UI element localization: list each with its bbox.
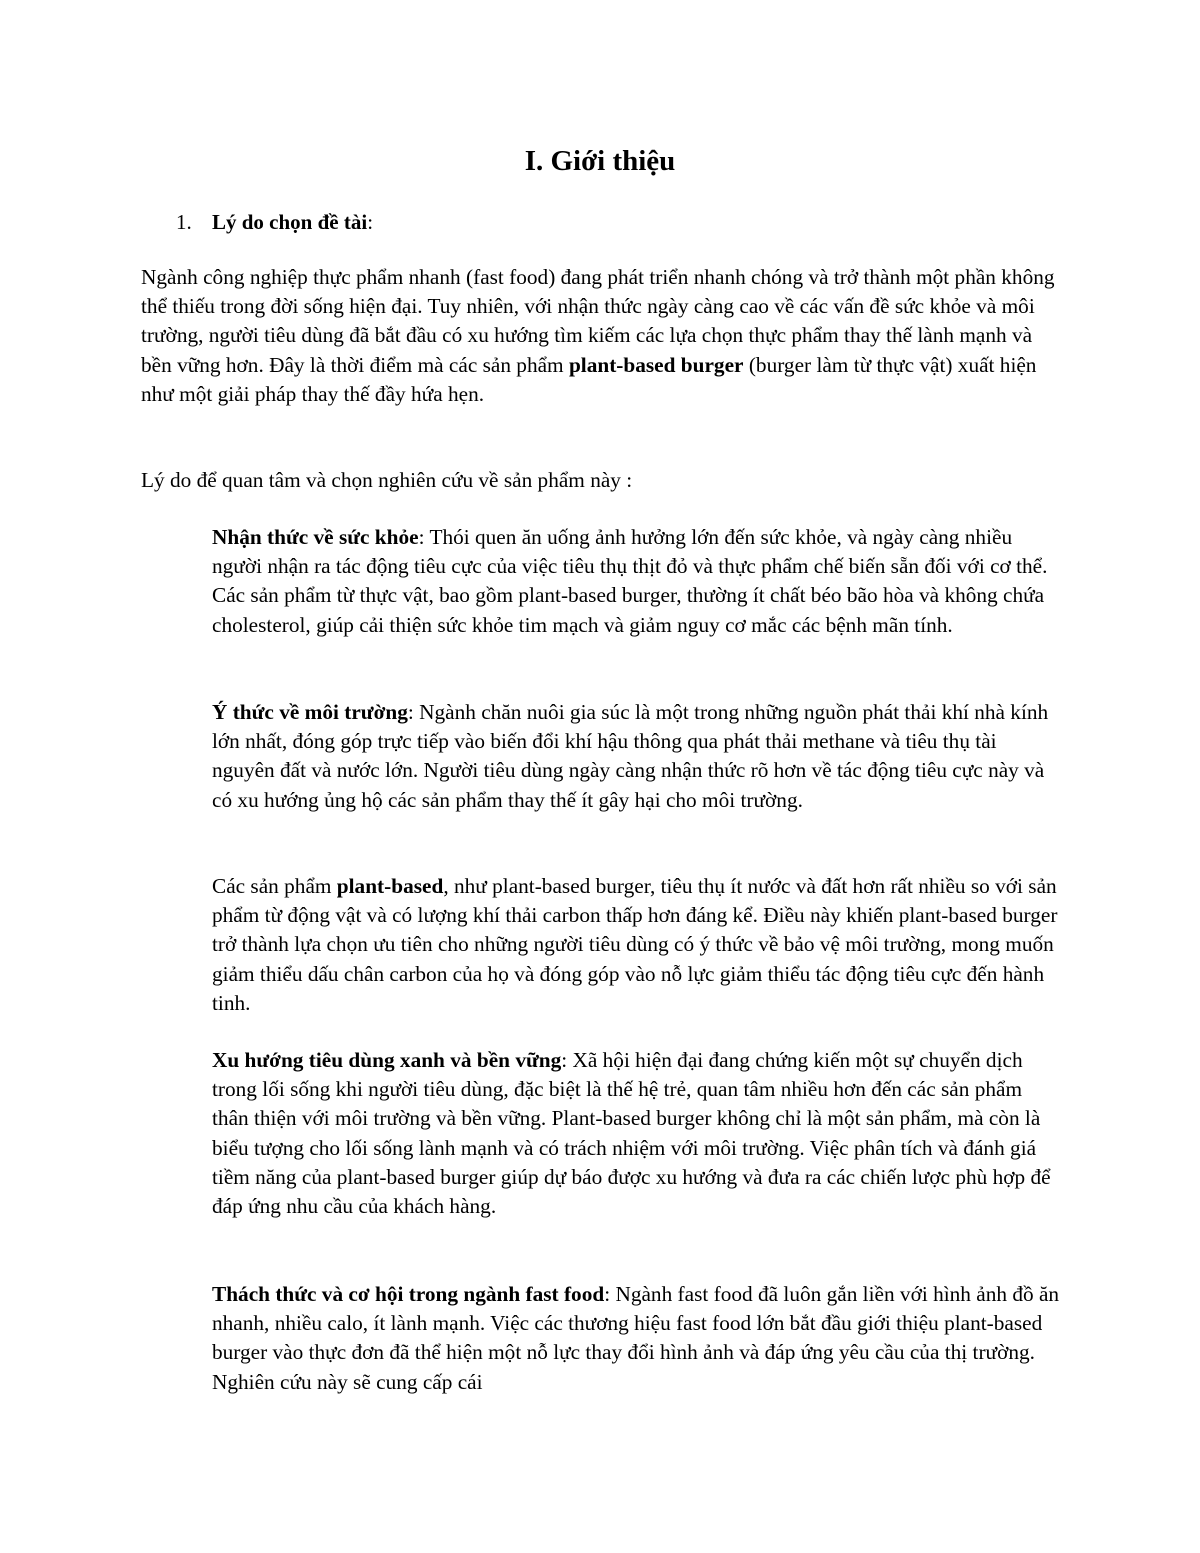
trend-heading: Xu hướng tiêu dùng xanh và bền vững	[212, 1048, 562, 1072]
intro-text-1: Ngành công nghiệp thực phẩm nhanh (fast food) đang phát triển nhanh chóng và trở thành một phần không thể thiếu trong đời sống hiện đại. Tuy nhiên, với nhận thức ngày càng cao về các vấn đề sức khỏe và môi trường, người tiêu dùng đã bắt đầu có xu hướng tìm kiếm các lựa chọn thực phẩm thay thế lành mạnh và bền vững hơn. Đây là thời điểm mà các sản phẩm	[141, 265, 1055, 377]
plant-based-prefix: Các sản phẩm	[212, 874, 337, 898]
section-heading-colon: :	[367, 210, 374, 234]
intro-bold-term: plant-based burger	[568, 352, 744, 377]
health-heading: Nhận thức về sức khỏe	[212, 525, 419, 549]
environment-text: : Ngành chăn nuôi gia súc là một trong những nguồn phát thải khí nhà kính lớn nhất, đóng góp trực tiếp vào biến đổi khí hậu thông qua phát thải methane và tiêu thụ tài nguyên đất và nước lớn. Người tiêu dùng ngày càng nhận thức rõ hơn về tác động tiêu cực này và có xu hướng ủng hộ các sản phẩm thay thế ít gây hại cho môi trường.	[212, 700, 1049, 812]
environment-heading: Ý thức về môi trường	[212, 700, 408, 724]
page-title: I. Giới thiệu	[524, 145, 676, 177]
section-number: 1.	[176, 210, 192, 234]
section-heading-label: Lý do chọn đề tài	[212, 210, 368, 234]
health-paragraph	[212, 523, 1062, 640]
section-heading	[176, 208, 373, 237]
plant-based-bold-term: plant-based	[336, 874, 444, 898]
challenge-text: : Ngành fast food đã luôn gắn liền với hình ảnh đồ ăn nhanh, nhiều calo, ít lành mạnh. Việc các thương hiệu fast food lớn bắt đầu giới thiệu plant-based burger vào thực đơn đã thể hiện một nỗ lực thay đổi hình ảnh và đáp ứng yêu cầu của thị trường. Nghiên cứu này sẽ cung cấp cái	[212, 1282, 1060, 1394]
environment-paragraph	[212, 698, 1062, 815]
health-text: : Thói quen ăn uống ảnh hưởng lớn đến sức khỏe, và ngày càng nhiều người nhận ra tác động tiêu cực của việc tiêu thụ thịt đỏ và thực phẩm chế biến sẵn đối với cơ thể. Các sản phẩm từ thực vật, bao gồm plant-based burger, thường ít chất béo bão hòa và không chứa cholesterol, giúp cải thiện sức khỏe tim mạch và giảm nguy cơ mắc các bệnh mãn tính.	[212, 525, 1048, 637]
trend-paragraph	[212, 1046, 1062, 1221]
intro-paragraph	[141, 263, 1061, 409]
plant-based-paragraph	[212, 872, 1062, 1018]
trend-text: : Xã hội hiện đại đang chứng kiến một sự chuyển dịch trong lối sống khi người tiêu dùng, đặc biệt là thế hệ trẻ, quan tâm nhiều hơn đến các sản phẩm thân thiện với môi trường và bền vững. Plant-based burger không chỉ là một sản phẩm, mà còn là biểu tượng cho lối sống lành mạnh và có trách nhiệm với môi trường. Việc phân tích và đánh giá tiềm năng của plant-based burger giúp dự báo được xu hướng và đưa ra các chiến lược phù hợp để đáp ứng nhu cầu của khách hàng.	[212, 1048, 1051, 1219]
challenge-heading: Thách thức và cơ hội trong ngành fast food	[212, 1282, 605, 1306]
reason-intro-paragraph: Lý do để quan tâm và chọn nghiên cứu về sản phẩm này :	[141, 468, 633, 492]
plant-based-text: , như plant-based burger, tiêu thụ ít nước và đất hơn rất nhiều so với sản phẩm từ động vật và có lượng khí thải carbon thấp hơn đáng kể. Điều này khiến plant-based burger trở thành lựa chọn ưu tiên cho những người tiêu dùng có ý thức về bảo vệ môi trường, mong muốn giảm thiểu dấu chân carbon của họ và đóng góp vào nỗ lực giảm thiểu tác động tiêu cực đến hành tinh.	[212, 874, 1058, 1015]
challenge-paragraph	[212, 1280, 1062, 1397]
intro-text-2: (burger làm từ thực vật) xuất hiện như một giải pháp thay thế đầy hứa hẹn.	[141, 352, 1037, 406]
